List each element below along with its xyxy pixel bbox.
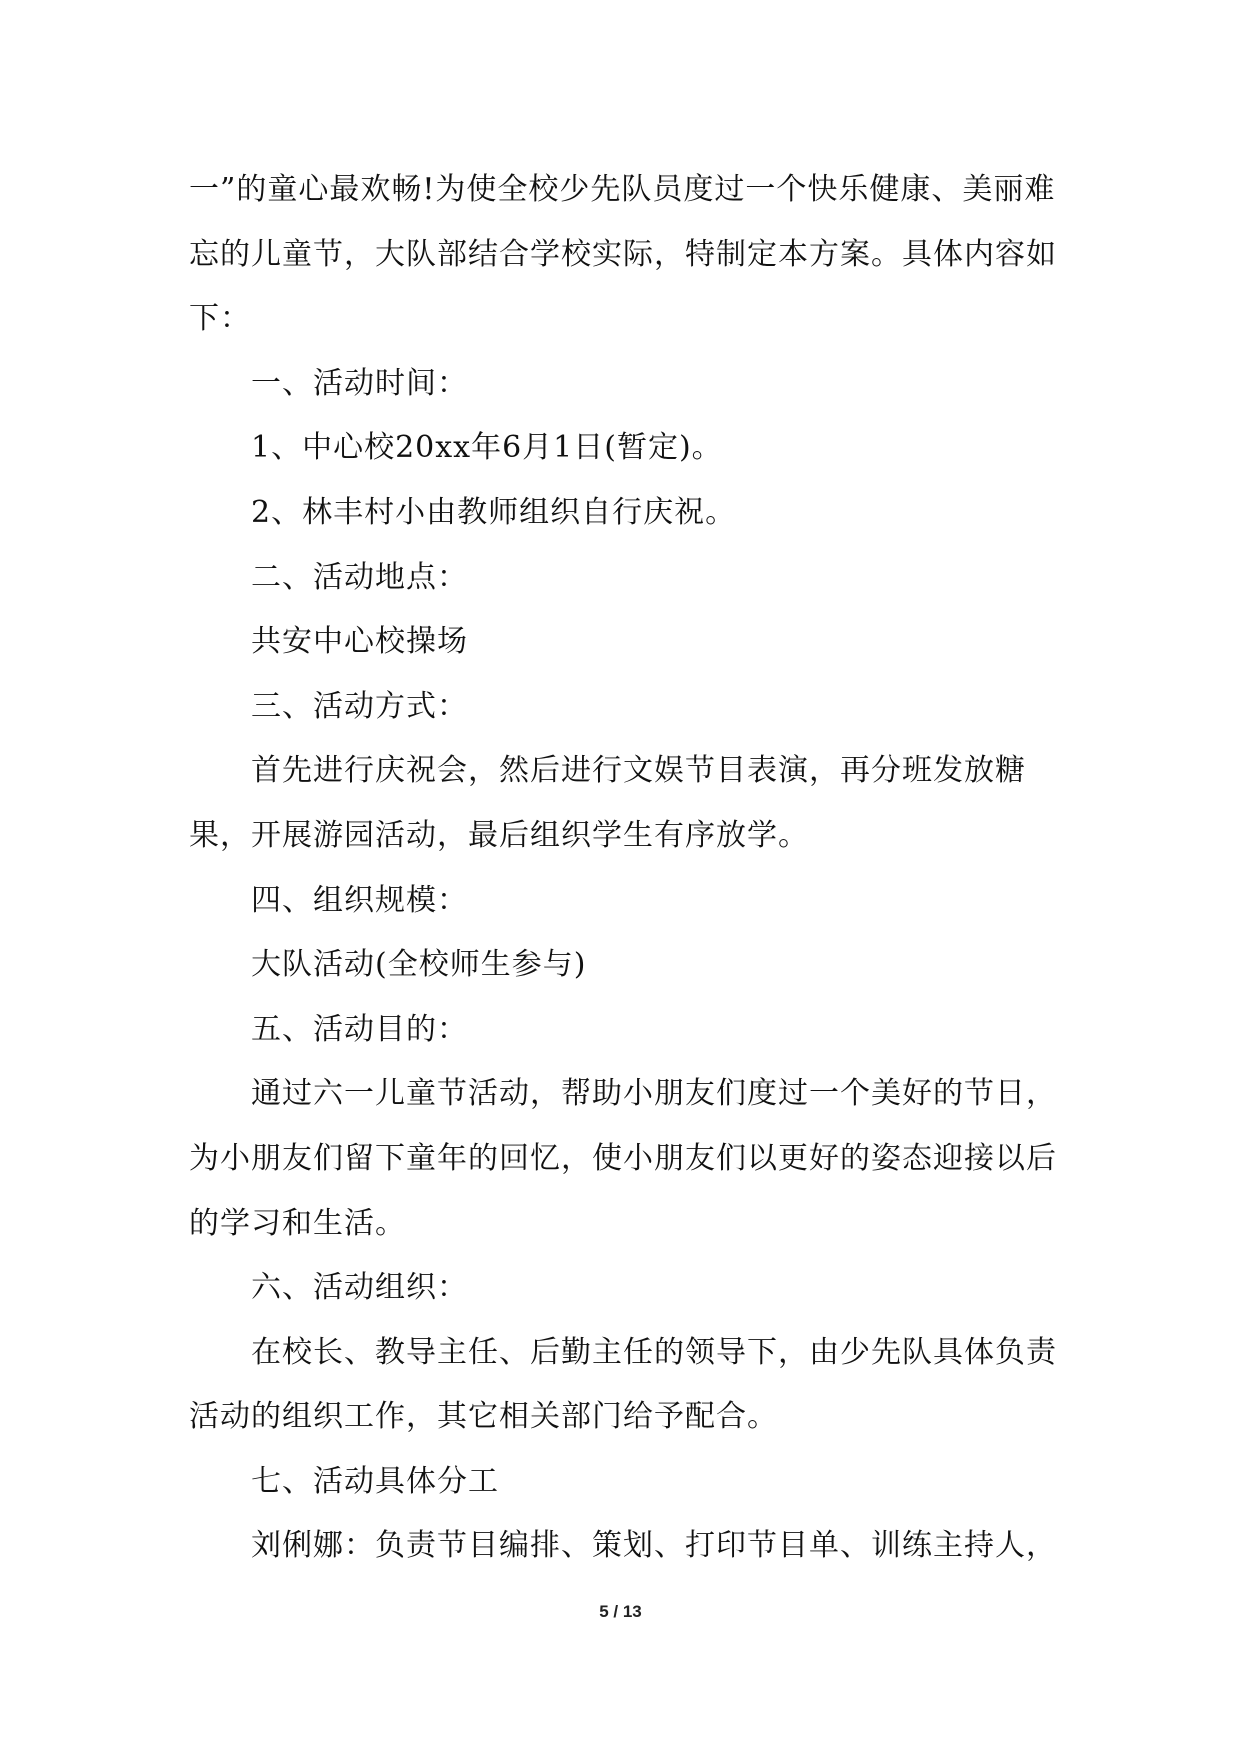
paragraph-location: 共安中心校操场 — [251, 624, 468, 660]
paragraph-time-item-1: 1、中心校20xx年6月1日(暂定)。 — [251, 430, 723, 466]
heading-organization-scale: 四、组织规模： — [251, 882, 468, 918]
heading-activity-time: 一、活动时间： — [251, 365, 468, 401]
paragraph-time-item-2: 2、林丰村小由教师组织自行庆祝。 — [251, 494, 737, 530]
heading-activity-purpose: 五、活动目的： — [251, 1011, 468, 1047]
paragraph-purpose: 通过六一儿童节活动，帮助小朋友们度过一个美好的节日，为小朋友们留下童年的回忆，使小朋友们以更好的姿态迎接以后的学习和生活。 — [189, 1076, 1057, 1241]
heading-division-of-labor: 七、活动具体分工 — [251, 1463, 499, 1499]
paragraph-division-item: 刘俐娜：负责节目编排、策划、打印节目单、训练主持人， — [251, 1528, 1057, 1564]
body-text — [189, 158, 1059, 1579]
heading-activity-location: 二、活动地点： — [251, 559, 468, 595]
paragraph-method: 首先进行庆祝会，然后进行文娱节目表演，再分班发放糖果，开展游园活动，最后组织学生有序放学。 — [189, 753, 1026, 853]
paragraph-1: 一”的童心最欢畅!为使全校少先队员度过一个快乐健康、美丽难忘的儿童节，大队部结合学校实际，特制定本方案。具体内容如下： — [189, 172, 1057, 337]
heading-activity-organization: 六、活动组织： — [251, 1270, 468, 1306]
paragraph-organization: 在校长、教导主任、后勤主任的领导下，由少先队具体负责活动的组织工作，其它相关部门给予配合。 — [189, 1334, 1057, 1435]
page-number: 5 / 13 — [599, 1602, 642, 1621]
paragraph-scale: 大队活动(全校师生参与) — [251, 947, 587, 983]
heading-activity-method: 三、活动方式： — [251, 688, 468, 724]
